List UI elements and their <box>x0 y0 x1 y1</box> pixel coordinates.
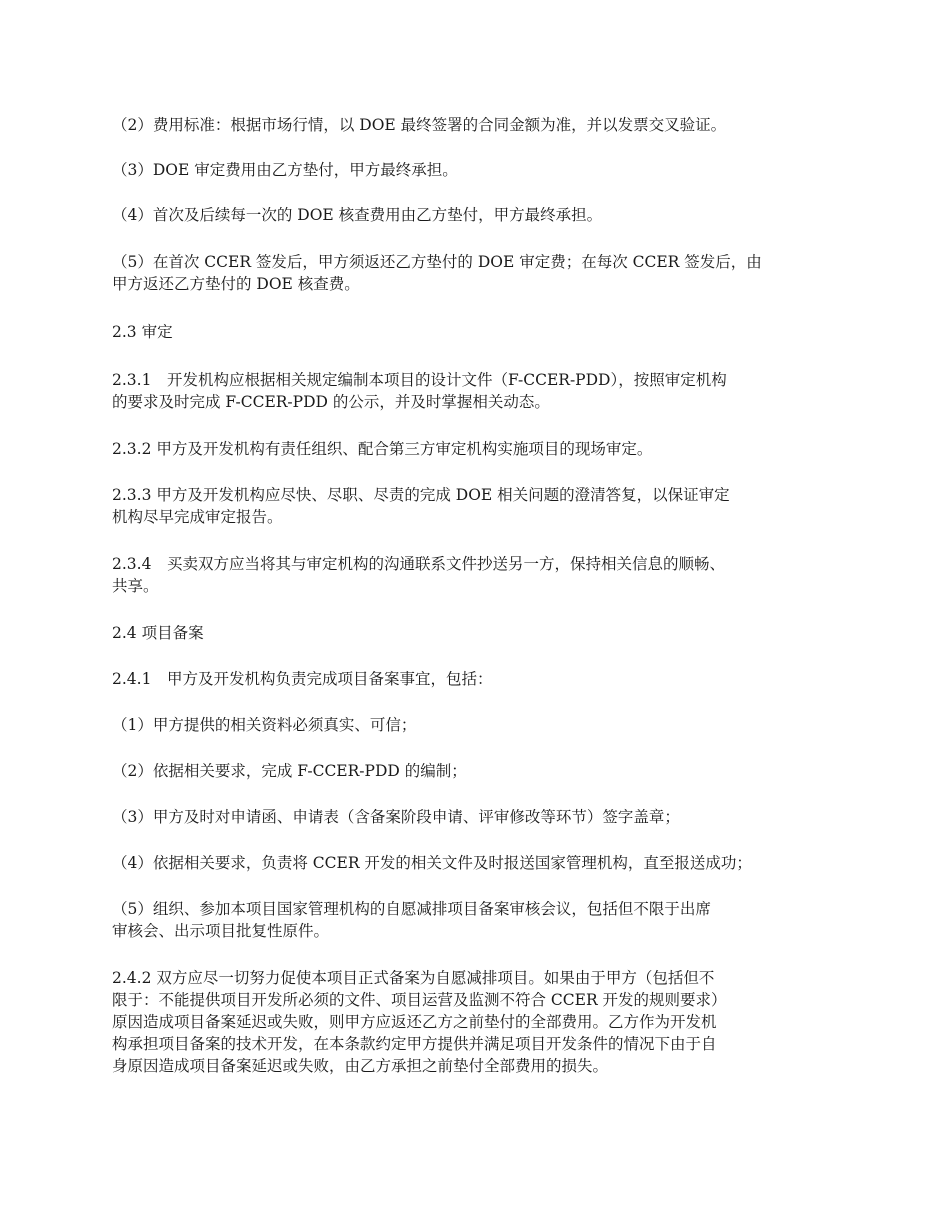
section-heading-filing <box>112 622 852 644</box>
text-line: 2.4 项目备案 <box>112 624 204 642</box>
list-item-5 <box>112 898 852 942</box>
clause-2-3-3 <box>112 484 852 528</box>
clause-2-4-1 <box>112 668 852 690</box>
paragraph-doe-verification-fee <box>112 204 852 226</box>
clause-2-3-2 <box>112 438 852 460</box>
text-line: （2）依据相关要求，完成 F-CCER-PDD 的编制； <box>112 762 467 780</box>
text-line: 2.3 审定 <box>112 323 173 341</box>
text-line: 限于：不能提供项目开发所必须的文件、项目运营及监测不符合 CCER 开发的规则要求） <box>112 991 727 1009</box>
text-line: 2.3.3 甲方及开发机构应尽快、尽职、尽责的完成 DOE 相关问题的澄清答复，以保证审定 <box>112 486 730 504</box>
text-line: 的要求及时完成 F-CCER-PDD 的公示，并及时掌握相关动态。 <box>112 393 550 411</box>
paragraph-fee-standard <box>112 114 852 136</box>
text-line: （3）DOE 审定费用由乙方垫付，甲方最终承担。 <box>112 161 458 179</box>
paragraph-ccer-refund <box>112 251 852 295</box>
text-line: 身原因造成项目备案延迟或失败，由乙方承担之前垫付全部费用的损失。 <box>112 1057 609 1075</box>
text-line: （4）首次及后续每一次的 DOE 核查费用由乙方垫付，甲方最终承担。 <box>112 206 603 224</box>
section-heading-validation <box>112 321 852 343</box>
text-line: （2）费用标准：根据市场行情，以 DOE 最终签署的合同金额为准，并以发票交叉验证。 <box>112 116 727 134</box>
clause-2-3-1 <box>112 369 852 413</box>
text-line: 2.4.2 双方应尽一切努力促使本项目正式备案为自愿减排项目。如果由于甲方（包括但不 <box>112 969 715 987</box>
text-line: 原因造成项目备案延迟或失败，则甲方应返还乙方之前垫付的全部费用。乙方作为开发机 <box>112 1013 717 1031</box>
text-line: 2.3.1 开发机构应根据相关规定编制本项目的设计文件（F-CCER-PDD），按照审定机构 <box>112 371 727 389</box>
paragraph-doe-validation-fee <box>112 159 852 181</box>
text-line: （4）依据相关要求，负责将 CCER 开发的相关文件及时报送国家管理机构，直至报送成功； <box>112 854 752 872</box>
list-item-4 <box>112 852 852 874</box>
text-line: （5）组织、参加本项目国家管理机构的自愿减排项目备案审核会议，包括但不限于出席 <box>112 900 711 918</box>
text-line: 共享。 <box>112 577 159 595</box>
list-item-3 <box>112 806 852 828</box>
text-line: 2.3.4 买卖双方应当将其与审定机构的沟通联系文件抄送另一方，保持相关信息的顺畅、 <box>112 555 725 573</box>
list-item-2 <box>112 760 852 782</box>
text-line: （3）甲方及时对申请函、申请表（含备案阶段申请、评审修改等环节）签字盖章； <box>112 808 680 826</box>
text-line: 机构尽早完成审定报告。 <box>112 508 283 526</box>
text-line: 2.4.1 甲方及开发机构负责完成项目备案事宜，包括： <box>112 670 493 688</box>
text-line: 审核会、出示项目批复性原件。 <box>112 922 330 940</box>
clause-2-4-2 <box>112 967 852 1077</box>
clause-2-3-4 <box>112 553 852 597</box>
text-line: （1）甲方提供的相关资料必须真实、可信； <box>112 716 417 734</box>
text-line: （5）在首次 CCER 签发后，甲方须返还乙方垫付的 DOE 审定费；在每次 CCER 签发后，由 <box>112 253 762 271</box>
text-line: 甲方返还乙方垫付的 DOE 核查费。 <box>112 275 360 293</box>
text-line: 构承担项目备案的技术开发，在本条款约定甲方提供并满足项目开发条件的情况下由于自 <box>112 1035 717 1053</box>
list-item-1 <box>112 714 852 736</box>
text-line: 2.3.2 甲方及开发机构有责任组织、配合第三方审定机构实施项目的现场审定。 <box>112 440 653 458</box>
